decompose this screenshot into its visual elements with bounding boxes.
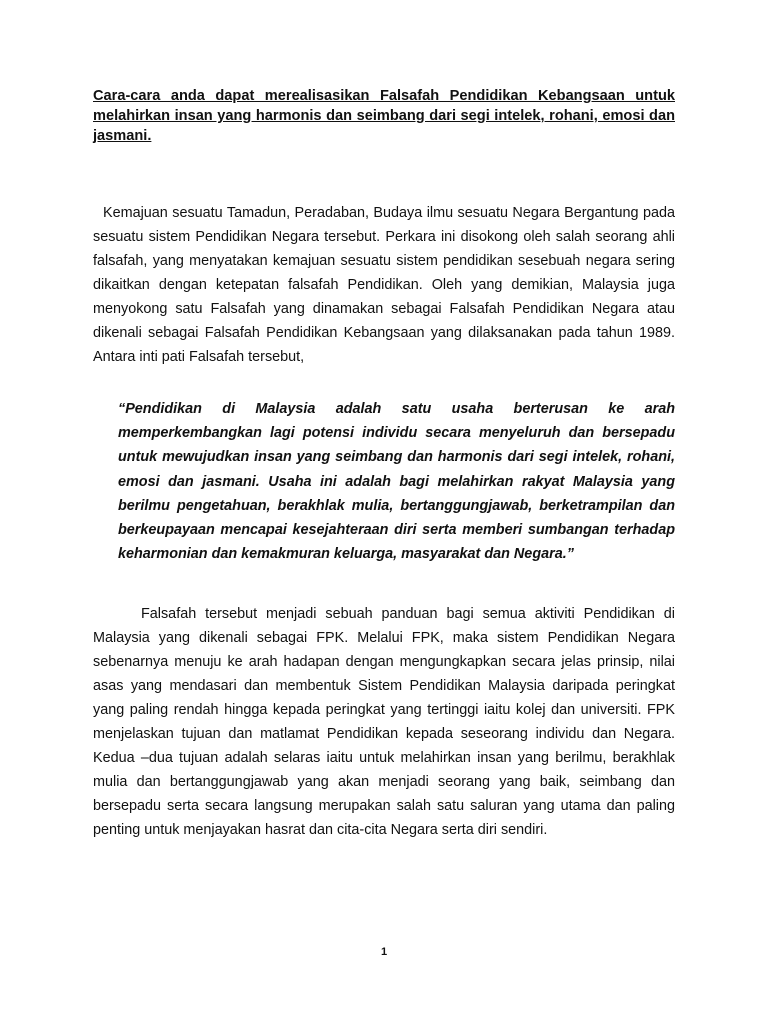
document-title: Cara-cara anda dapat merealisasikan Falsafah Pendidikan Kebangsaan untuk melahirkan insan yang harmonis dan seimbang dari segi intelek, rohani, emosi dan jasmani. xyxy=(93,88,675,144)
page-number: 1 xyxy=(380,946,388,958)
body-paragraph: Falsafah tersebut menjadi sebuah panduan bagi semua aktiviti Pendidikan di Malaysia yang dikenali sebagai FPK. Melalui FPK, maka sistem Pendidikan Negara sebenarnya menuju ke arah hadapan dengan mengungkapkan secara jelas prinsip, nilai asas yang mendasari dan membentuk Sistem Pendidikan Malaysia daripada peringkat yang paling rendah hingga kepada peringkat yang tertinggi iaitu kolej dan universiti. FPK menjelaskan tujuan dan matlamat Pendidikan kepada seseorang individu dan Negara. Kedua –dua tujuan adalah selaras iaitu untuk melahirkan insan yang berilmu, berakhlak mulia dan bertanggungjawab yang akan menjadi seorang yang baik, seimbang dan bersepadu serta secara langsung merupakan salah satu saluran yang utama dan paling penting untuk menjayakan hasrat dan cita-cita Negara serta diri sendiri. xyxy=(93,606,675,838)
philosophy-quote: “Pendidikan di Malaysia adalah satu usaha berterusan ke arah memperkembangkan lagi potensi individu secara menyeluruh dan bersepadu untuk mewujudkan insan yang seimbang dan harmonis dari segi intelek, rohani, emosi dan jasmani. Usaha ini adalah bagi melahirkan rakyat Malaysia yang berilmu pengetahuan, berakhlak mulia, bertanggungjawab, berketrampilan dan berkeupayaan mencapai kesejahteraan diri serta memberi sumbangan terhadap keharmonian dan kemakmuran keluarga, masyarakat dan Negara.” xyxy=(118,401,675,563)
intro-paragraph: Kemajuan sesuatu Tamadun, Peradaban, Budaya ilmu sesuatu Negara Bergantung pada sesuatu sistem Pendidikan Negara tersebut. Perkara ini disokong oleh salah seorang ahli falsafah, yang menyatakan kemajuan sesuatu sistem pendidikan sesebuah negara sering dikaitkan dengan ketepatan falsafah Pendidikan. Oleh yang demikian, Malaysia juga menyokong satu Falsafah yang dinamakan sebagai Falsafah Pendidikan Negara atau dikenali sebagai Falsafah Pendidikan Kebangsaan yang dilaksanakan pada tahun 1989. Antara inti pati Falsafah tersebut, xyxy=(93,205,675,365)
